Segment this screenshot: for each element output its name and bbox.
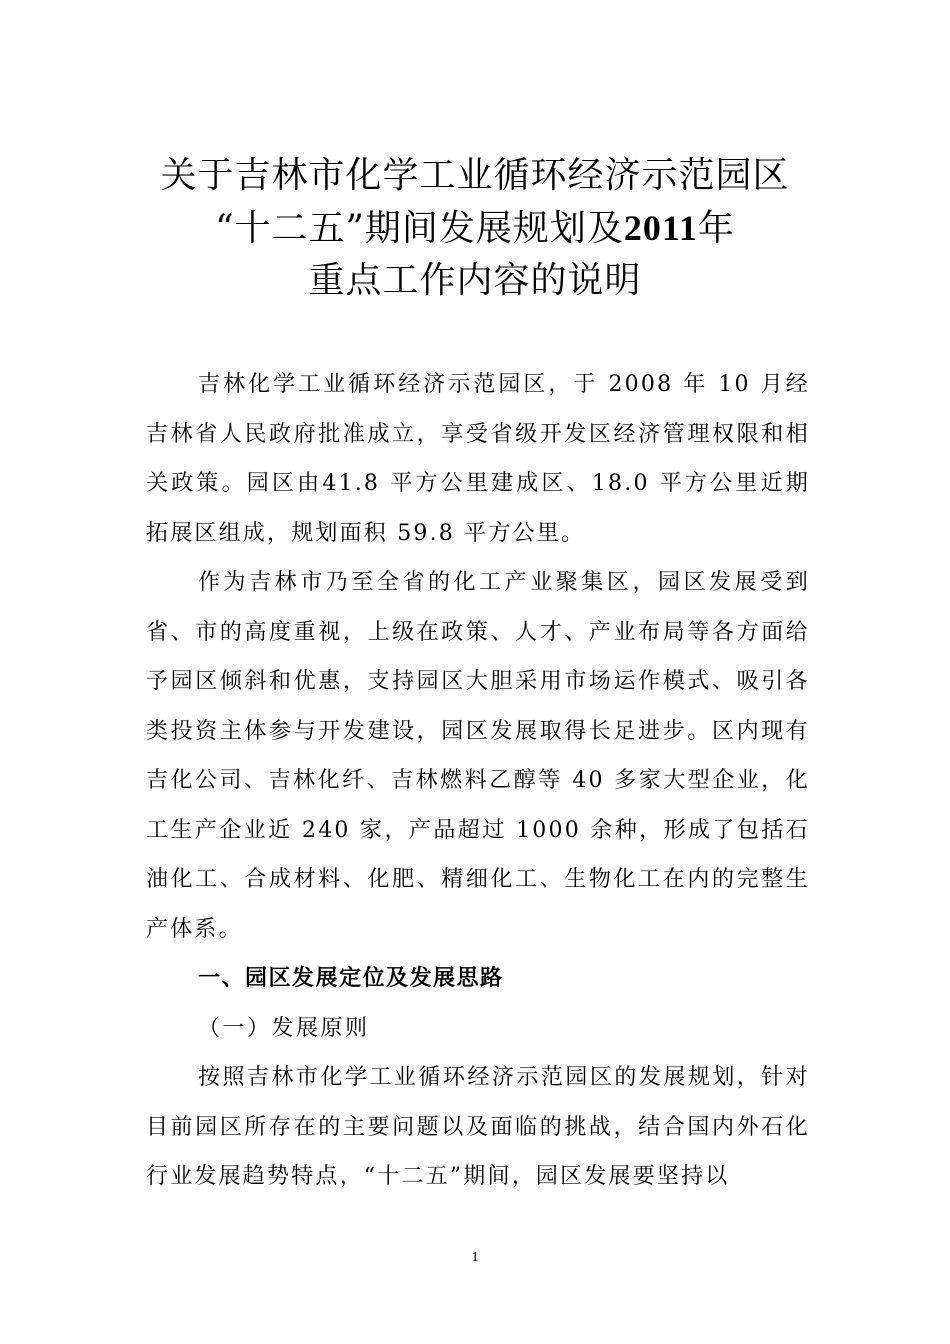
page-number: 1 <box>471 1250 479 1265</box>
title-line-2-suffix: 年 <box>697 208 735 249</box>
title-year: 2011 <box>623 208 698 248</box>
paragraph-intro: 吉林化学工业循环经济示范园区，于 2008 年 10 月经吉林省人民政府批准成立，享受省级开发区经济管理权限和相关政策。园区由41.8 平方公里建成区、18.0 平方公里近期拓展区组成，规划面积 59.8 平方公里。 <box>146 372 810 546</box>
title-line-2-prefix: “十二五”期间发展规划及 <box>215 208 624 249</box>
title-line-1: 关于吉林市化学工业循环经济示范园区 <box>160 155 790 196</box>
section-heading: 一、园区发展定位及发展思路 <box>198 966 504 991</box>
title-line-2 <box>0 202 950 255</box>
paragraph-overview: 作为吉林市乃至全省的化工产业聚集区，园区发展受到省、市的高度重视，上级在政策、人才、产业布局等各方面给予园区倾斜和优惠，支持园区大胆采用市场运作模式、吸引各类投资主体参与开发建设，园区发展取得长足进步。区内现有吉化公司、吉林化纤、吉林燃料乙醇等 40 多家大型企业，化工生产企业近 240 家，产品超过 1000 余种，形成了包括石油化工、合成材料、化肥、精细化工、生物化工在内的完整生产体系。 <box>146 570 810 942</box>
paragraph-principles: 按照吉林市化学工业循环经济示范园区的发展规划，针对目前园区所存在的主要问题以及面临的挑战，结合国内外石化行业发展趋势特点，“十二五”期间，园区发展要坚持以 <box>146 1065 810 1189</box>
document-body <box>146 360 810 1202</box>
title-line-3: 重点工作内容的说明 <box>308 260 642 301</box>
subsection-heading: （一）发展原则 <box>198 1015 370 1041</box>
document-title <box>0 150 950 307</box>
